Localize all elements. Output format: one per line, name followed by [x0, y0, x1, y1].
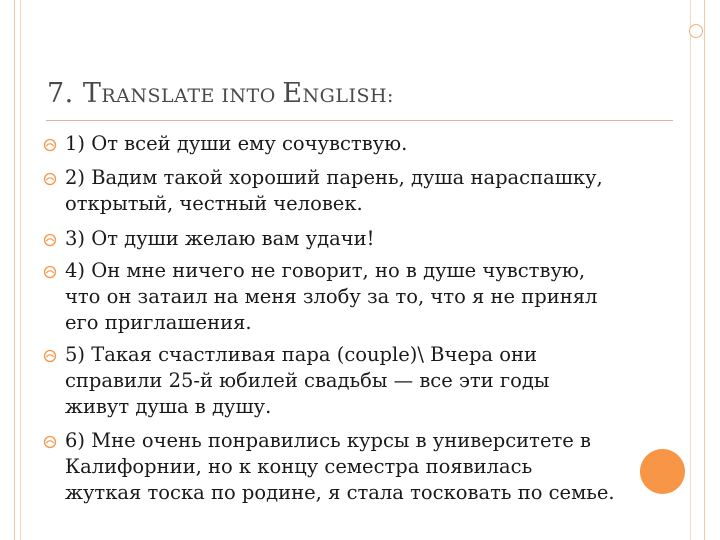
circle-icon [42, 232, 60, 248]
list-item-line: 4) Он мне ничего не говорит, но в душе чувствую, [65, 259, 586, 282]
title-t-rest: RANSLATE INTO [101, 85, 283, 107]
decorative-ring-icon [689, 24, 703, 38]
list-item-line: справили 25-й юбилей свадьбы — все эти годы [65, 369, 550, 392]
list-item-line: что он затаил на меня злобу за то, что я не принял [65, 285, 598, 308]
list-item-line: жуткая тоска по родине, я стала тосковать по семье. [65, 481, 615, 504]
list-item-text [65, 131, 645, 157]
title-e-rest: NGLISH: [302, 85, 394, 107]
list-item-text [65, 258, 645, 336]
circle-icon [42, 171, 60, 187]
list-item-text [65, 226, 645, 252]
circle-icon [42, 434, 60, 450]
list-item-line: открытый, честный человек. [65, 192, 363, 215]
title-e-cap: E [282, 78, 303, 109]
list-item-line: 3) От души желаю вам удачи! [65, 227, 375, 250]
list-item-line: 2) Вадим такой хороший парень, душа нараспашку, [65, 166, 603, 189]
list-item-text [65, 428, 645, 506]
slide-title [47, 78, 394, 109]
list-item-line: 5) Такая счастливая пара (couple)\ Вчера они [65, 343, 537, 366]
circle-icon [42, 264, 60, 280]
list-item-line: 1) От всей души ему сочувствую. [65, 132, 408, 155]
circle-icon [42, 137, 60, 153]
list-item-line: его приглашения. [65, 311, 252, 334]
title-number: 7. [47, 78, 83, 109]
list-item-line: живут душа в душу. [65, 395, 272, 418]
list-item-text [65, 165, 645, 217]
title-t-cap: T [82, 78, 102, 109]
title-divider [46, 120, 673, 121]
circle-icon [42, 348, 60, 364]
decorative-orange-circle-icon [640, 449, 685, 494]
list-item-line: Калифорнии, но к концу семестра появилась [65, 455, 533, 478]
list-item-text [65, 342, 645, 420]
list-item-line: 6) Мне очень понравились курсы в университете в [65, 429, 592, 452]
